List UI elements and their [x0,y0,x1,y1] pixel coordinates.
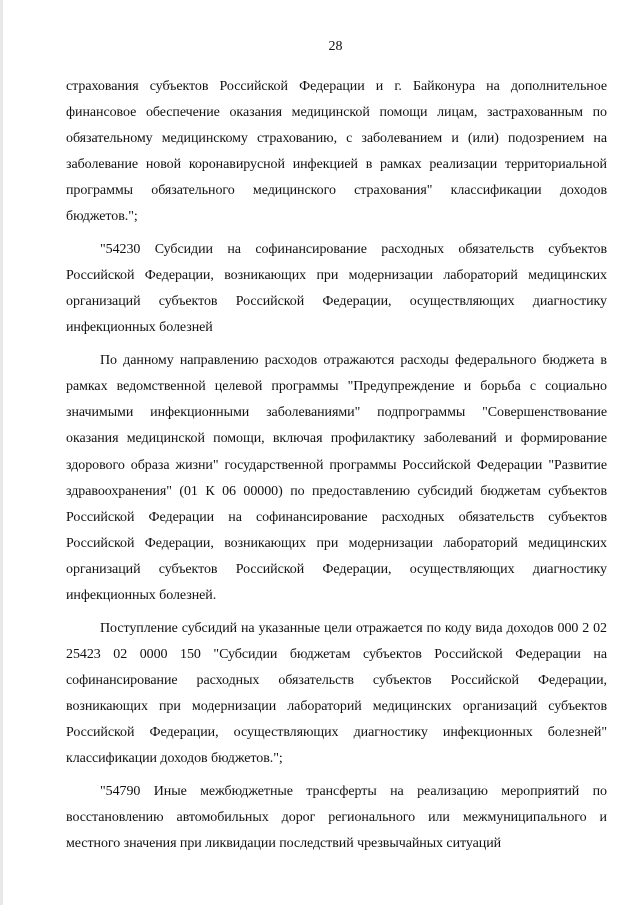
paragraph-continuation: страхования субъектов Российской Федерации и г. Байконура на дополнительное финансовое обеспечение оказания медицинской помощи лицам, застрахованным по обязательному медицинскому страхованию, с заболеванием и (или) подозрением на заболевание новой коронавирусной инфекцией в рамках реализации территориальной программы обязательного медицинского страхования" классификации доходов бюджетов."; [66,79,607,225]
page-number: 28 [328,39,343,54]
paragraph-revenue-code: Поступление субсидий на указанные цели отражается по коду вида доходов 000 2 02 25423 02 0000 150 "Субсидии бюджетам субъектов Российской Федерации на софинансирование расходных обязательств субъектов Российской Федерации, возникающих при модернизации лабораторий медицинских организаций субъектов Российской Федерации, осуществляющих диагностику инфекционных болезней" классификации доходов бюджетов."; [66,620,607,767]
scan-edge [0,0,3,905]
paragraph-54790-heading: "54790 Иные межбюджетные трансферты на реализацию мероприятий по восстановлению автомобильных дорог регионального или межмуниципального и местного значения при ликвидации последствий чрезвычайных ситуаций [66,783,607,851]
paragraph-expenditure-description: По данному направлению расходов отражаются расходы федерального бюджета в рамках ведомственной целевой программы "Предупреждение и борьба с социально значимыми инфекционными заболеваниями" подпрограммы "Совершенствование оказания медицинской помощи, включая профилактику заболеваний и формирование здорового образа жизни" государственной программы Российской Федерации "Развитие здравоохранения" (01 К 06 00000) по предоставлению субсидий бюджетам субъектов Российской Федерации на софинансирование расходных обязательств субъектов Российской Федерации, возникающих при модернизации лабораторий медицинских организаций субъектов Российской Федерации, осуществляющих диагностику инфекционных болезней. [66,353,607,603]
paragraph-54230-heading: "54230 Субсидии на софинансирование расходных обязательств субъектов Российской Федерации, возникающих при модернизации лабораторий медицинских организаций субъектов Российской Федерации, осуществляющих диагностику инфекционных болезней [66,242,607,336]
